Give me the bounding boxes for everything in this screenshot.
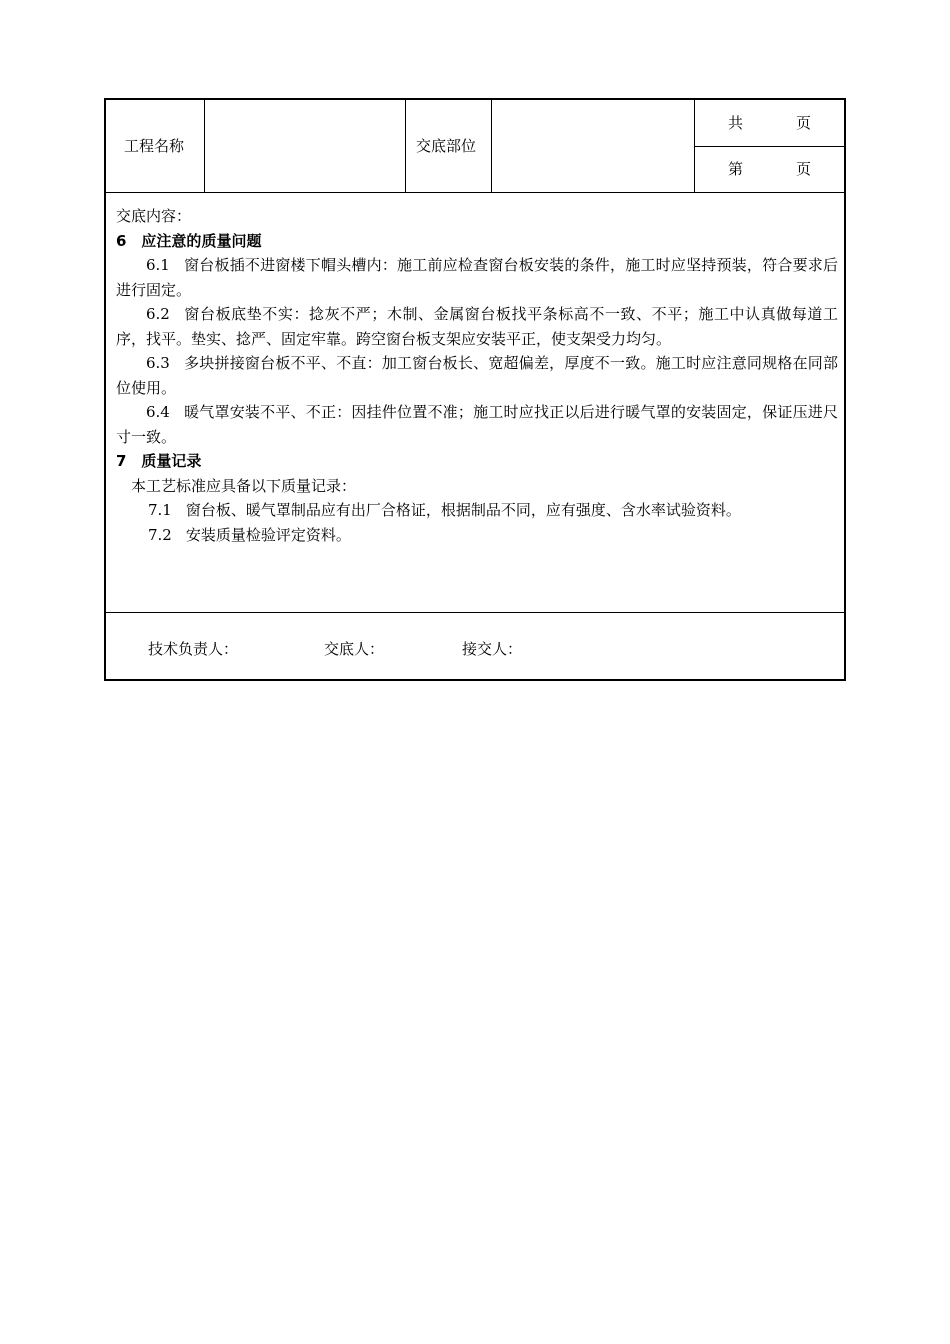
item-6-4-num: 6.4: [146, 403, 170, 421]
item-7-1: [116, 498, 838, 523]
section-6-title: 6 应注意的质量问题: [116, 231, 262, 250]
item-7-1-num: 7.1: [148, 501, 172, 519]
pages-divider-line: [694, 146, 844, 147]
col-line-3: [491, 100, 492, 192]
section-7-title: 7 质量记录: [116, 452, 202, 470]
receiver-label: 接交人：: [462, 640, 523, 658]
item-6-1-num: 6.1: [146, 256, 170, 274]
col-line-1: [204, 100, 205, 192]
disclosure-content: [116, 204, 838, 547]
header-bottom-line: [106, 192, 844, 193]
item-6-1: [116, 253, 838, 302]
item-6-4: [116, 400, 838, 449]
item-7-1-text: 窗台板、暖气罩制品应有出厂合格证，根据制品不同，应有强度、含水率试验资料。: [185, 501, 741, 519]
item-7-2-text: 安装质量检验评定资料。: [185, 525, 351, 544]
tech-lead-label: 技术负责人：: [148, 640, 239, 658]
item-7-2-num: 7.2: [148, 525, 172, 544]
page-no-right: 页: [796, 160, 812, 178]
content-intro: 交底内容：: [116, 207, 192, 225]
item-6-4-text: 暖气罩安装不平、不正：因挂件位置不准；施工时应找正以后进行暖气罩的安装固定，保证压进尺寸一致。: [116, 403, 838, 446]
total-pages-left: 共: [728, 114, 744, 132]
col-line-2: [405, 100, 406, 192]
item-6-2-text: 窗台板底垫不实：捻灰不严；木制、金属窗台板找平条标高不一致、不平；施工中认真做每道工序，找平。垫实、捻严、固定牢靠。跨空窗台板支架应安装平正，使支架受力均匀。: [116, 305, 838, 348]
page-no-left: 第: [728, 160, 744, 178]
item-6-2-num: 6.2: [146, 305, 170, 323]
col-line-4: [694, 100, 695, 192]
section-7-intro: 本工艺标准应具备以下质量记录：: [131, 476, 357, 495]
item-7-2: [116, 523, 838, 548]
total-pages-right: 页: [796, 114, 812, 132]
disclosure-form: [104, 98, 846, 681]
item-6-1-text: 窗台板插不进窗楼下帽头槽内：施工前应检查窗台板安装的条件，施工时应坚持预装，符合要求后进行固定。: [116, 256, 838, 299]
item-6-3: [116, 351, 838, 400]
item-6-2: [116, 302, 838, 351]
discloser-label: 交底人：: [324, 640, 385, 658]
item-6-3-num: 6.3: [146, 354, 170, 372]
footer-top-line: [106, 612, 844, 613]
location-label: 交底部位: [416, 137, 477, 155]
project-name-label: 工程名称: [124, 137, 185, 155]
item-6-3-text: 多块拼接窗台板不平、不直：加工窗台板长、宽超偏差，厚度不一致。施工时应注意同规格在同部位使用。: [116, 354, 838, 397]
